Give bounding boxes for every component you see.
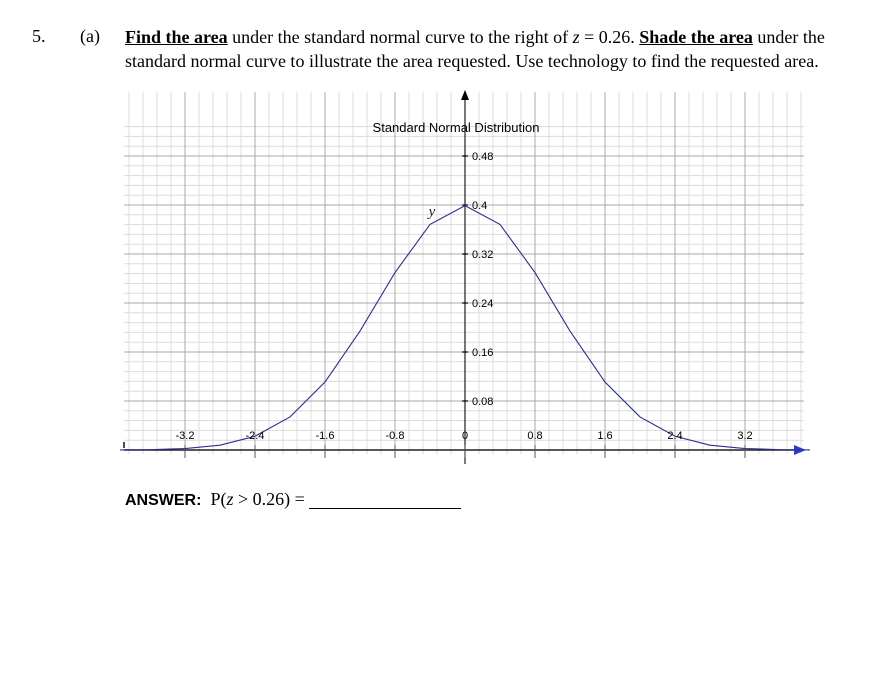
question-text [125,26,840,73]
variable-z: z [572,27,580,47]
grid-minor [124,92,804,454]
normal-distribution-chart [120,88,810,468]
y-tick-label: 0.16 [472,347,494,359]
y-tick-label: 0.08 [472,396,494,408]
question-text-2: = 0.26. [579,27,640,47]
y-tick-label: 0.48 [472,151,494,163]
instruction-find-area: Find the area [125,27,228,47]
chart-title: Standard Normal Distribution [372,120,540,135]
answer-blank[interactable] [309,492,461,509]
answer-expression-suffix: > 0.26) = [233,489,310,509]
x-tick-label: -2.4 [245,430,265,442]
x-tick-label: -0.8 [385,430,405,442]
x-tick-label: -3.2 [175,430,195,442]
question-part: (a) [80,26,100,46]
answer-variable-z: z [226,489,234,509]
y-axis-label: y [428,204,436,220]
y-tick-label: 0.4 [472,200,488,212]
question-text-3: under the standard normal curve to illustrate the area requested. Use technology to find the requested area. [125,27,825,71]
x-tick-label: 0.8 [527,430,543,442]
tick-labels [176,151,753,442]
question-text-1: under the standard normal curve to the right of [227,27,573,47]
x-tick-label: 3.2 [737,430,753,442]
x-tick-label: -1.6 [315,430,335,442]
question-number: 5. [32,26,46,46]
x-tick-label: 1.6 [597,430,613,442]
x-tick-label: 0 [461,430,469,442]
y-tick-label: 0.24 [472,298,494,310]
x-tick-label: 2.4 [667,430,683,442]
y-tick-label: 0.32 [472,249,494,261]
y-axis-arrow [461,90,469,100]
answer-line [125,489,461,510]
instruction-shade-area: Shade the area [639,27,753,47]
answer-expression-prefix: P( [210,489,227,509]
answer-label: ANSWER: [125,492,202,509]
